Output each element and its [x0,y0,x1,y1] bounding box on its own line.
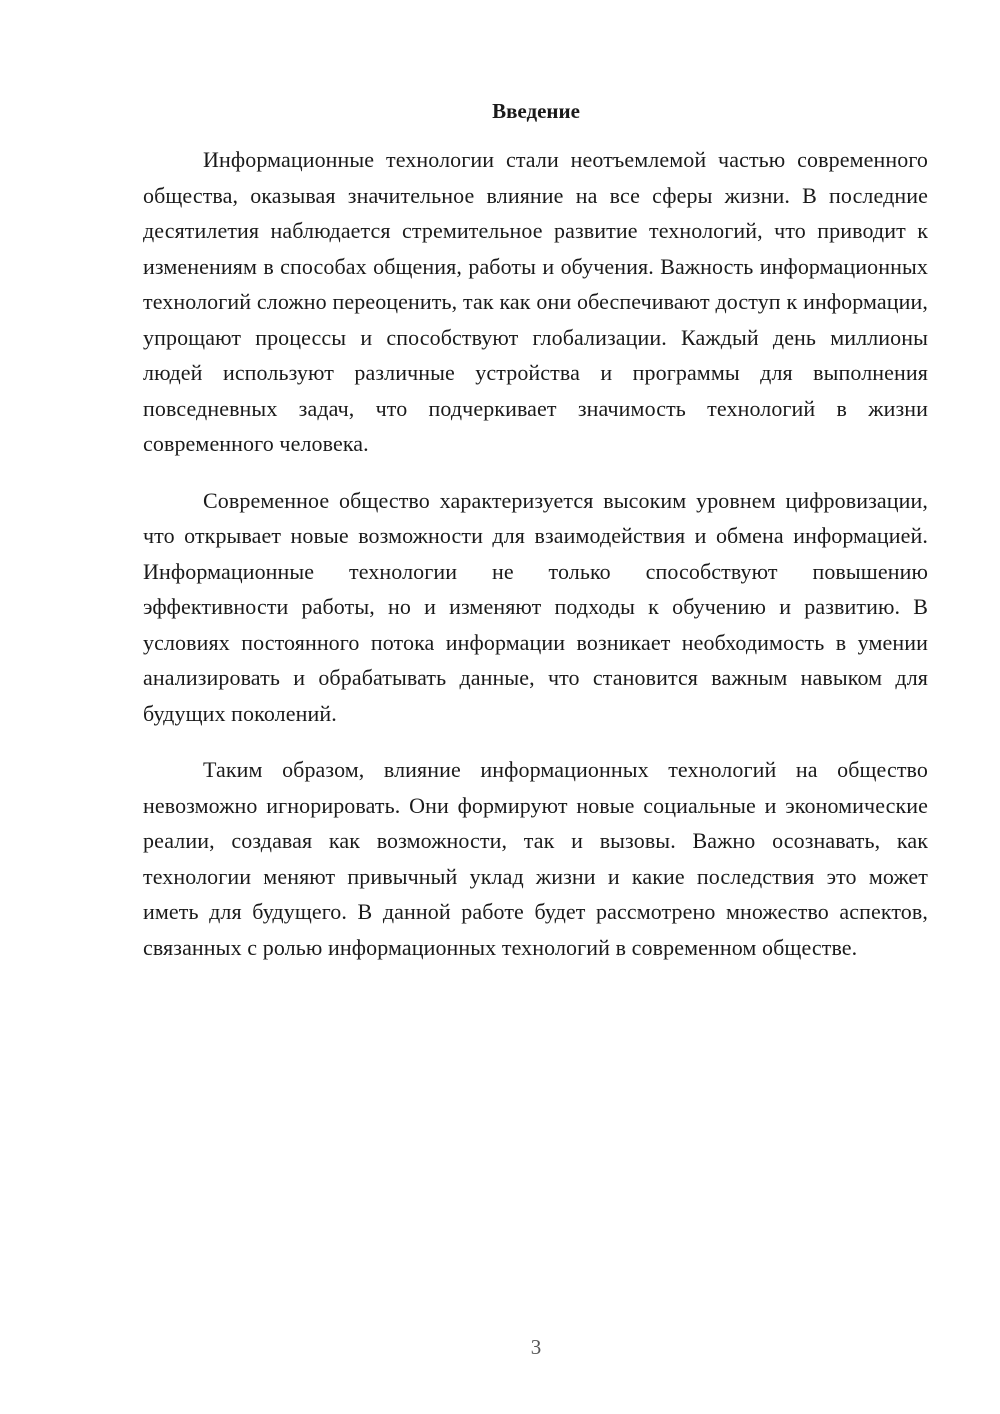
page-number: 3 [530,1335,542,1359]
document-body [143,142,928,986]
section-title: Введение [492,99,580,123]
paragraph-1: Информационные технологии стали неотъемлемой частью современного общества, оказывая значительное влияние на все сферы жизни. В последние десятилетия наблюдается стремительное развитие технологий, что приводит к изменениям в способах общения, работы и обучения. Важность информационных технологий сложно переоценить, так как они обеспечивают доступ к информации, упрощают процессы и способствуют глобализации. Каждый день миллионы людей используют различные устройства и программы для выполнения повседневных задач, что подчеркивает значимость технологий в жизни современного человека. [143,147,928,456]
paragraph-3: Таким образом, влияние информационных технологий на общество невозможно игнорировать. Они формируют новые социальные и экономические реалии, создавая как возможности, так и вызовы. Важно осознавать, как технологии меняют привычный уклад жизни и какие последствия это может иметь для будущего. В данной работе будет рассмотрено множество аспектов, связанных с ролью информационных технологий в современном обществе. [143,757,928,960]
paragraph-2: Современное общество характеризуется высоким уровнем цифровизации, что открывает новые возможности для взаимодействия и обмена информацией. Информационные технологии не только способствуют повышению эффективности работы, но и изменяют подходы к обучению и развитию. В условиях постоянного потока информации возникает необходимость в умении анализировать и обрабатывать данные, что становится важным навыком для будущих поколений. [143,487,928,726]
